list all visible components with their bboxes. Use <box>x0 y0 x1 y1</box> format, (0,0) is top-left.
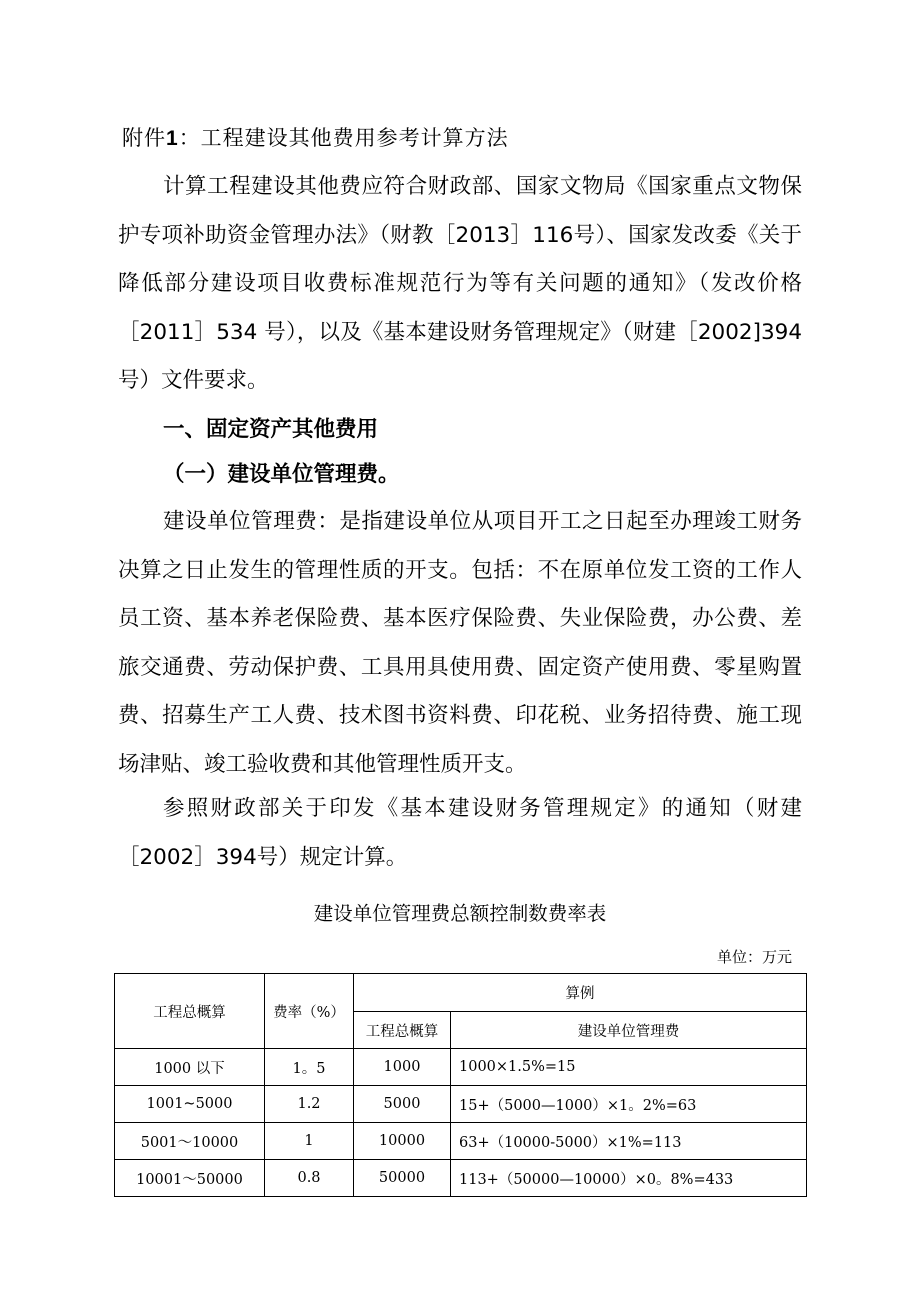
unit-label: 单位：万元 <box>716 948 792 966</box>
table-row <box>115 1086 807 1123</box>
cell-rate: 0.8 <box>265 1160 354 1197</box>
intro-paragraph: 计算工程建设其他费应符合财政部、国家文物局《国家重点文物保护专项补助资金管理办法》（财教［2013］116号）、国家发改委《关于降低部分建设项目收费标准规范行为等有关问题的通知》（发改价格［2011］534 号），以及《基本建设财务管理规定》（财建［2002]394号）文件要求。 <box>118 174 802 393</box>
cell-range: 5001～10000 <box>115 1123 265 1160</box>
cell-rate: 1 <box>265 1123 354 1160</box>
cell-budget: 50000 <box>354 1160 451 1197</box>
table-header-row <box>115 974 807 1012</box>
cell-rate: 1。5 <box>265 1049 354 1086</box>
cell-fee: 1000×1.5%=15 <box>451 1049 807 1086</box>
attachment-title-text: ：工程建设其他费用参考计算方法 <box>178 126 509 150</box>
attachment-prefix: 附件 <box>122 126 166 150</box>
reference-paragraph: 参照财政部关于印发《基本建设财务管理规定》的通知（财建［2002］394号）规定计算。 <box>118 796 802 870</box>
header-example-fee: 建设单位管理费 <box>451 1012 807 1049</box>
cell-range: 10001～50000 <box>115 1160 265 1197</box>
cell-fee: 113+（50000—10000）×0。8%=433 <box>451 1160 807 1197</box>
header-rate: 费率（%） <box>265 974 354 1049</box>
attachment-title <box>122 122 509 152</box>
cell-budget: 1000 <box>354 1049 451 1086</box>
subsection-heading: （一）建设单位管理费。 <box>163 462 400 487</box>
table-row <box>115 1049 807 1086</box>
cell-range: 1000 以下 <box>115 1049 265 1086</box>
header-total-budget: 工程总概算 <box>115 974 265 1049</box>
attachment-number: 1 <box>166 127 179 150</box>
cell-budget: 5000 <box>354 1086 451 1123</box>
fee-rate-table <box>114 973 807 1197</box>
cell-rate: 1.2 <box>265 1086 354 1123</box>
cell-budget: 10000 <box>354 1123 451 1160</box>
cell-fee: 15+（5000—1000）×1。2%=63 <box>451 1086 807 1123</box>
table-row <box>115 1123 807 1160</box>
table-row <box>115 1160 807 1197</box>
section-heading: 一、固定资产其他费用 <box>163 417 379 442</box>
table-title: 建设单位管理费总额控制数费率表 <box>313 902 607 925</box>
definition-paragraph: 建设单位管理费：是指建设单位从项目开工之日起至办理竣工财务决算之日止发生的管理性质的开支。包括：不在原单位发工资的工作人员工资、基本养老保险费、基本医疗保险费、失业保险费，办公费、差旅交通费、劳动保护费、工具用具使用费、固定资产使用费、零星购置费、招募生产工人费、技术图书资料费、印花税、业务招待费、施工现场津贴、竣工验收费和其他管理性质开支。 <box>118 509 802 777</box>
cell-fee: 63+（10000-5000）×1%=113 <box>451 1123 807 1160</box>
cell-range: 1001~5000 <box>115 1086 265 1123</box>
header-example-budget: 工程总概算 <box>354 1012 451 1049</box>
header-example: 算例 <box>354 974 807 1012</box>
